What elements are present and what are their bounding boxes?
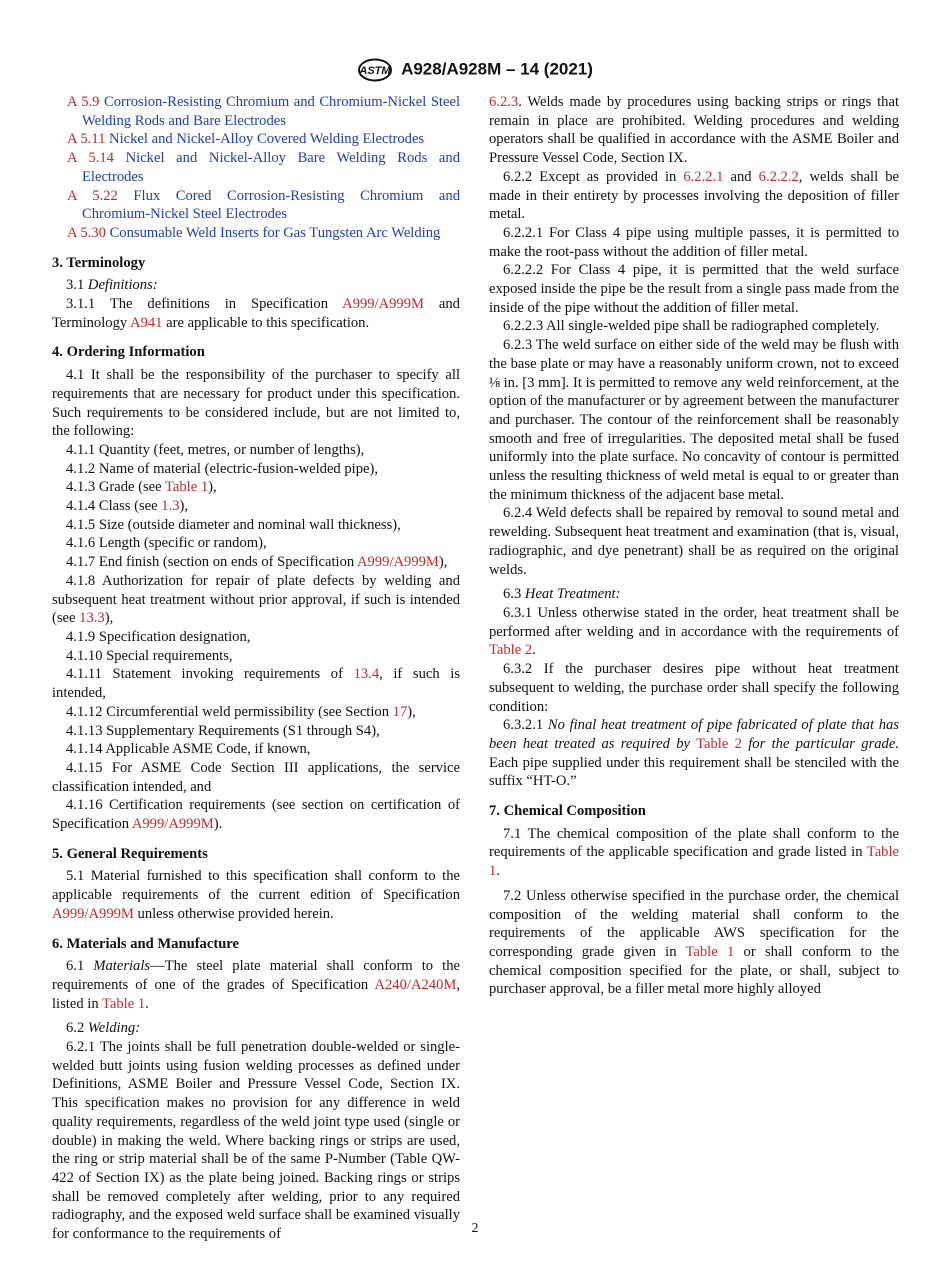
list-item: 4.1.14 Applicable ASME Code, if known, [66,741,311,758]
list-item: 4.1.6 Length (specific or random), [66,535,267,552]
reference-code[interactable]: A 5.22 [67,187,118,204]
link-6-2-3[interactable]: 6.2.3 [489,94,519,110]
section-heading-chemical: 7. Chemical Composition [489,803,646,820]
reference-list [52,93,460,243]
link-6-2-2-1[interactable]: 6.2.2.1 [683,168,724,185]
paragraph-6-2-1-continued: 6.2.3. Welds made by procedures using backing strips or rings that remain in place are prohibited. Welding procedures and welding operators shall be qualified in accordance with the ASME Boiler and Pressure Vessel Code, Section IX. [489,94,899,167]
link-a941[interactable]: A941 [130,314,163,331]
list-item: 4.1.1 Quantity (feet, metres, or number of lengths), [66,441,365,458]
link-table-1[interactable]: Table 1 [489,844,899,880]
section-heading-ordering: 4. Ordering Information [52,344,205,361]
link-a999[interactable]: A999/A999M [357,554,439,571]
reference-title[interactable]: Flux Cored Corrosion-Resisting Chromium and Chromium-Nickel Steel Electrodes [82,187,460,223]
paragraph-6-2-1: 6.2.1 The joints shall be full penetration double-welded or single-welded butt joints using fusion welding processes as defined under Definitions, ASME Boiler and Pressure Vessel Code, Section IX. This specification makes no provision for any difference in weld quality requirements, regardless of the weld joint type used (single or double) in making the weld. Where backing rings or strips are used, the ring or strip material shall be of the same P-Number (Table QW-422 of Section IX) as the plate being joined. Backing rings or strips shall be removed completely after welding, prior to any required radiography, and the exposed weld surface shall be examined visually for conformance to the requirements of [52,1039,460,1243]
left-column [52,93,460,1244]
page-header [0,58,950,82]
paragraph-5-1: 5.1 Material furnished to this specification shall conform to the applicable requirements of the current edition of Specification A999/A999M unless otherwise provided herein. [52,868,460,922]
paragraph-6-3-2: 6.3.2 If the purchaser desires pipe without heat treatment subsequent to welding, the purchase order shall specify the following condition: [489,661,899,715]
paragraph-6-2: 6.2 Welding: [66,1020,141,1037]
link-13-4[interactable]: 13.4 [353,666,380,683]
reference-title[interactable]: Consumable Weld Inserts for Gas Tungsten Arc Welding [109,224,441,241]
link-13-3[interactable]: 13.3 [79,610,105,627]
reference-item [52,149,460,186]
reference-item [52,130,460,149]
reference-title[interactable]: Nickel and Nickel-Alloy Covered Welding Electrodes [109,131,425,148]
astm-logo-icon [357,58,393,82]
reference-code[interactable]: A 5.30 [67,224,106,241]
section-heading-terminology: 3. Terminology [52,254,146,271]
document-designation: A928/A928M – 14 (2021) [401,59,593,79]
list-item: 4.1.11 Statement invoking requirements of 13.4, if such is intended, [52,666,460,702]
paragraph-6-1: 6.1 Materials—The steel plate material shall conform to the requirements of one of the grades of Specification A240/A240M, listed in Table 1. [52,958,460,1012]
list-item: 4.1.3 Grade (see Table 1), [66,479,217,496]
link-table-1[interactable]: Table 1 [102,995,146,1012]
list-item: 4.1.13 Supplementary Requirements (S1 through S4), [66,722,380,739]
link-6-2-2-2[interactable]: 6.2.2.2 [758,168,799,185]
paragraph-7-1: 7.1 The chemical composition of the plate shall conform to the requirements of the applicable specification and grade listed in Table 1. [489,825,899,880]
paragraph-6-2-2: 6.2.2 Except as provided in 6.2.2.1 and 6.2.2.2, welds shall be made in their entirety by processes involving the deposition of filler metal. [489,168,899,223]
link-1-3[interactable]: 1.3 [161,498,180,515]
reference-code[interactable]: A 5.11 [67,131,106,148]
list-item: 4.1.16 Certification requirements (see section on certification of Specification A999/A999M). [52,797,460,833]
reference-code[interactable]: A 5.9 [67,94,100,110]
paragraph-6-3-1: 6.3.1 Unless otherwise stated in the order, heat treatment shall be performed after welding and in accordance with the requirements of Table 2. [489,604,899,659]
paragraph-6-2-2-1: 6.2.2.1 For Class 4 pipe using multiple passes, it is permitted to make the root-pass without the addition of filler metal. [489,224,899,260]
paragraph-6-2-2-2: 6.2.2.2 For Class 4 pipe, it is permitted that the weld surface exposed inside the pipe be the result from a single pass made from the inside of the pipe without the addition of filler metal. [489,262,899,316]
reference-item [52,93,460,130]
link-table-1[interactable]: Table 1 [685,943,735,960]
paragraph-3-1-1: 3.1.1 The definitions in Specification A999/A999M and Terminology A941 are applicable to this specification. [52,296,460,331]
paragraph-6-3-2-1: 6.3.2.1 No final heat treatment of pipe fabricated of plate that has been heat treated as required by Table 2 for the particular grade. Each pipe supplied under this requirement shall be stenciled with the suffix “HT-O.” [489,717,899,790]
list-item: 4.1.2 Name of material (electric-fusion-welded pipe), [66,460,379,477]
list-item: 4.1.15 For ASME Code Section III applications, the service classification intended, and [52,759,460,795]
link-table-2[interactable]: Table 2 [696,735,742,752]
paragraph-6-2-4: 6.2.4 Weld defects shall be repaired by removal to sound metal and rewelding. Subsequent heat treatment and examination (that is, visual, radiographic, and dye penetrant) shall be as required on the original welds. [489,505,899,578]
list-item: 4.1.5 Size (outside diameter and nominal wall thickness), [66,516,401,533]
list-item: 4.1.4 Class (see 1.3), [66,498,189,515]
list-item: 4.1.8 Authorization for repair of plate defects by welding and subsequent heat treatment without prior approval, if such is intended (see 13.3), [52,572,460,627]
section-heading-materials: 6. Materials and Manufacture [52,935,239,952]
list-item: 4.1.7 End finish (section on ends of Specification A999/A999M), [66,554,448,571]
paragraph-6-2-2-3: 6.2.2.3 All single-welded pipe shall be radiographed completely. [503,318,880,335]
link-table-1[interactable]: Table 1 [165,479,209,496]
reference-title[interactable]: Nickel and Nickel-Alloy Bare Welding Rods and Electrodes [82,150,461,185]
link-a999[interactable]: A999/A999M [52,905,134,922]
page-number: 2 [471,1221,479,1236]
reference-item [52,224,460,243]
reference-code[interactable]: A 5.14 [67,150,114,167]
link-a240[interactable]: A240/A240M [374,976,457,993]
link-a999[interactable]: A999/A999M [131,816,214,833]
paragraph-3-1: 3.1 Definitions: [66,277,158,294]
svg-text:ASTM: ASTM [359,65,391,77]
list-item: 4.1.10 Special requirements, [66,647,233,664]
link-17[interactable]: 17 [392,703,408,720]
reference-item [52,187,460,224]
paragraph-6-3: 6.3 Heat Treatment: [503,586,621,603]
paragraph-4-1: 4.1 It shall be the responsibility of the purchaser to specify all requirements that are necessary for product under this specification. Such requirements to be considered include, but are not limited to, the following: [52,367,460,440]
paragraph-7-2: 7.2 Unless otherwise specified in the purchase order, the chemical composition of the welding material shall conform to the requirements of the applicable AWS specification for the corresponding grade given in Table 1 or shall conform to the chemical composition specified for the plate, or shall, subject to purchaser approval, be a filler metal more highly alloyed [489,887,899,998]
reference-title[interactable]: Corrosion-Resisting Chromium and Chromium-Nickel Steel Welding Rods and Bare Electrodes [82,94,460,129]
section-heading-general: 5. General Requirements [52,845,208,862]
link-table-2[interactable]: Table 2 [489,642,533,659]
list-item: 4.1.9 Specification designation, [66,628,251,645]
paragraph-6-2-3: 6.2.3 The weld surface on either side of the weld may be flush with the base plate or may have a reasonably uniform crown, not to exceed ⅛ in. [3 mm]. It is permitted to remove any weld reinforcement, at the option of the manufacturer or by agreement between the manufacturer and purchaser. The contour of the reinforcement shall be reasonably smooth and free of irregularities. The deposited metal shall be fused uniformly into the plate surface. No concavity of contour is permitted unless the resulting thickness of weld metal is equal to or greater than the minimum thickness of the adjacent base metal. [489,337,899,503]
list-item: 4.1.12 Circumferential weld permissibility (see Section 17), [66,703,416,720]
right-column [489,93,899,999]
link-a999[interactable]: A999/A999M [342,296,424,313]
